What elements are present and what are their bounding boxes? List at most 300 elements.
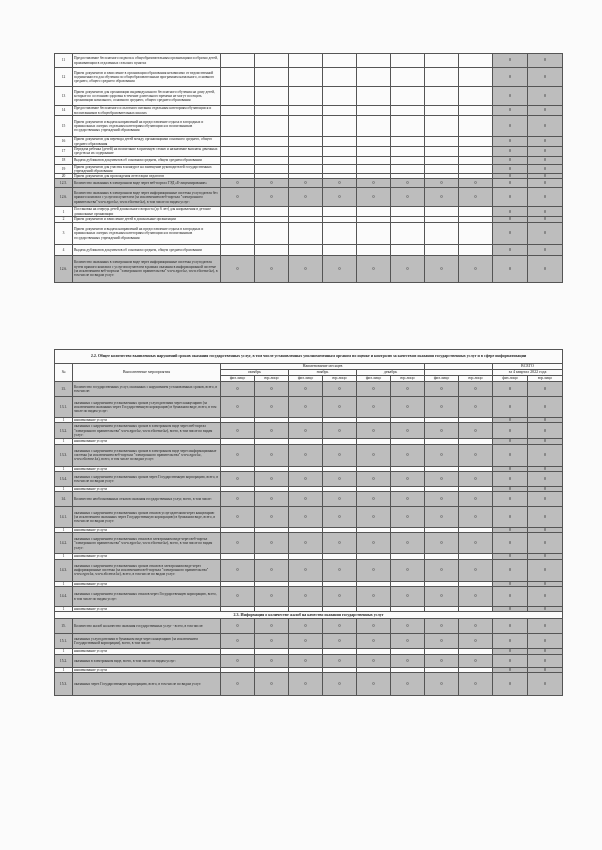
value-cell (391, 156, 425, 164)
value-cell: 0 (493, 439, 528, 444)
value-cell: 0 (391, 382, 425, 397)
value-cell: 0 (493, 116, 528, 137)
value-cell: 0 (221, 619, 255, 634)
value-cell: 0 (459, 179, 493, 188)
value-cell: 0 (528, 54, 563, 68)
row-number: 16 (55, 137, 73, 147)
value-cell: 0 (493, 87, 528, 106)
row-number: 13.4. (55, 471, 73, 486)
value-cell: 0 (357, 444, 391, 466)
value-cell: 0 (255, 179, 289, 188)
row-number: 1 (55, 207, 73, 217)
value-cell: 0 (528, 423, 563, 439)
value-cell: 0 (493, 528, 528, 533)
value-cell: 0 (323, 507, 357, 528)
value-cell: 0 (459, 587, 493, 607)
value-cell (255, 245, 289, 256)
row-number: 1 (55, 528, 73, 533)
value-cell (221, 54, 255, 68)
value-cell: 0 (528, 587, 563, 607)
row-number: 13.2. (55, 423, 73, 439)
value-cell: 0 (255, 471, 289, 486)
value-cell (357, 87, 391, 106)
value-cell (357, 106, 391, 116)
value-cell: 0 (493, 174, 528, 179)
value-cell: 0 (459, 382, 493, 397)
value-cell: 0 (493, 507, 528, 528)
value-cell (289, 223, 323, 245)
row-number: 1 (55, 418, 73, 423)
value-cell: 0 (493, 137, 528, 147)
value-cell: 0 (221, 507, 255, 528)
value-cell: 0 (357, 188, 391, 207)
value-cell: 0 (357, 423, 391, 439)
row-text: Предоставление бесплатного подвоза к общеобразовательным организациям и обратно детей, проживающим в отдаленных сельских пунктах (73, 54, 221, 68)
row-number: 11 (55, 54, 73, 68)
row-number: 15.1. (55, 634, 73, 649)
value-cell (459, 87, 493, 106)
value-cell (289, 207, 323, 217)
value-cell (221, 223, 255, 245)
row-number: 14. (55, 492, 73, 507)
value-cell (323, 87, 357, 106)
value-cell (391, 137, 425, 147)
value-cell: 0 (528, 179, 563, 188)
value-cell: 0 (255, 533, 289, 554)
value-cell: 0 (493, 607, 528, 612)
row-text: наименование услуги (73, 607, 221, 612)
row-number: 15.3. (55, 672, 73, 695)
row-text: наименование услуги (73, 418, 221, 423)
value-cell: 0 (425, 188, 459, 207)
row-text: наименование услуги (73, 486, 221, 491)
value-cell: 0 (425, 533, 459, 554)
header-month-oct: октябрь (221, 370, 289, 376)
value-cell: 0 (391, 654, 425, 667)
row-number: 1 (55, 649, 73, 654)
value-cell: 0 (493, 382, 528, 397)
value-cell: 0 (323, 444, 357, 466)
value-cell: 0 (425, 423, 459, 439)
table-row (55, 106, 563, 116)
table-row (55, 68, 563, 87)
value-cell: 0 (255, 654, 289, 667)
value-cell (221, 137, 255, 147)
value-cell: 0 (391, 619, 425, 634)
value-cell: 0 (425, 382, 459, 397)
value-cell: 0 (357, 619, 391, 634)
table-row (55, 87, 563, 106)
value-cell: 0 (493, 207, 528, 217)
header-jur: юр.лицо (528, 376, 563, 382)
value-cell: 0 (221, 533, 255, 554)
row-number: 2 (55, 217, 73, 223)
value-cell: 0 (528, 164, 563, 174)
value-cell: 0 (289, 634, 323, 649)
row-number: 1 (55, 486, 73, 491)
value-cell: 0 (323, 382, 357, 397)
header-total-sub: за 4 квартал 2022 года (493, 370, 563, 376)
row-text: Прием документов для участия в конкурсе на замещение руководителей государственных учреждений образования (73, 164, 221, 174)
value-cell (425, 164, 459, 174)
row-number: 13.1. (55, 397, 73, 418)
value-cell: 0 (528, 554, 563, 559)
value-cell: 0 (323, 559, 357, 581)
value-cell: 0 (425, 634, 459, 649)
value-cell (289, 54, 323, 68)
value-cell (459, 116, 493, 137)
value-cell: 0 (289, 382, 323, 397)
row-text: Прием документов и зачисление детей в дошкольные организации (73, 217, 221, 223)
value-cell: 0 (493, 672, 528, 695)
value-cell: 0 (493, 217, 528, 223)
value-cell: 0 (493, 68, 528, 87)
table-row (55, 634, 563, 649)
value-cell: 0 (493, 667, 528, 672)
row-text: оказанных с нарушением установленных сроков через Государственную корпорацию, всего, в том числе по видам услуг: (73, 471, 221, 486)
value-cell: 0 (255, 634, 289, 649)
value-cell (391, 68, 425, 87)
table-row (55, 423, 563, 439)
row-text: Количество оказанных в электронном виде через веб-портал ГЭД «Е-лицензирование» (73, 179, 221, 188)
value-cell: 0 (528, 466, 563, 471)
value-cell: 0 (323, 471, 357, 486)
value-cell (391, 207, 425, 217)
row-text: Передача ребенка (детей) на воспитание в приемную семью и назначение выплаты денежных средств на их содержание (73, 147, 221, 157)
row-text: наименование услуги (73, 667, 221, 672)
value-cell: 0 (493, 486, 528, 491)
value-cell: 0 (357, 492, 391, 507)
header-jur: юр.лицо (459, 376, 493, 382)
value-cell (221, 156, 255, 164)
value-cell (289, 164, 323, 174)
value-cell (221, 245, 255, 256)
value-cell: 0 (528, 649, 563, 654)
value-cell: 0 (425, 397, 459, 418)
table-row (55, 137, 563, 147)
value-cell (425, 207, 459, 217)
table-row (55, 382, 563, 397)
value-cell: 0 (528, 507, 563, 528)
value-cell: 0 (493, 649, 528, 654)
header-activities: Выполненные мероприятия (73, 364, 221, 382)
value-cell (323, 116, 357, 137)
table-row (55, 533, 563, 554)
value-cell (255, 223, 289, 245)
value-cell: 0 (357, 507, 391, 528)
violations-table (54, 349, 563, 696)
value-cell: 0 (221, 492, 255, 507)
table-row (55, 507, 563, 528)
value-cell (391, 54, 425, 68)
row-text: оказанных в электронном виде, всего, в том числе по видам услуг: (73, 654, 221, 667)
table-row (55, 612, 563, 619)
row-text: Количество оказанных в электронном виде через информационные системы услугодателя путем прямого контакта с услугополучателем в рамках оказания в информационной системе (за исключением веб-портала "электронного правительства" www.egov.kz, www.elicense.kz), в том числе по видам услуг: (73, 256, 221, 283)
value-cell: 0 (528, 156, 563, 164)
value-cell: 0 (459, 533, 493, 554)
value-cell (357, 245, 391, 256)
value-cell: 0 (528, 619, 563, 634)
row-text: оказанных с нарушением установленных сроков отказов услугодателями через канцелярию (за исключением оказанных через Государственную корпорацию) в бумажном виде, всего, в том числе по видам услуг: (73, 507, 221, 528)
row-number: 17 (55, 147, 73, 157)
value-cell (323, 164, 357, 174)
value-cell: 0 (323, 423, 357, 439)
value-cell: 0 (255, 188, 289, 207)
table-row (55, 471, 563, 486)
value-cell (255, 116, 289, 137)
value-cell (289, 137, 323, 147)
value-cell: 0 (493, 418, 528, 423)
value-cell: 0 (255, 256, 289, 283)
row-text: Количество необоснованных отказов оказания государственных услуг, всего, в том числе: (73, 492, 221, 507)
value-cell: 0 (425, 492, 459, 507)
value-cell: 0 (459, 188, 493, 207)
value-cell: 0 (528, 444, 563, 466)
value-cell: 0 (493, 156, 528, 164)
row-number: 15. (55, 619, 73, 634)
value-cell: 0 (255, 492, 289, 507)
header-num: № (55, 364, 73, 382)
value-cell: 0 (459, 423, 493, 439)
row-text: Количество жалоб на качество оказания государственных услуг - всего, в том числе: (73, 619, 221, 634)
value-cell (357, 137, 391, 147)
value-cell: 0 (221, 559, 255, 581)
value-cell: 0 (289, 587, 323, 607)
row-number: 18 (55, 156, 73, 164)
value-cell: 0 (493, 188, 528, 207)
value-cell: 0 (357, 634, 391, 649)
section-2-3-title: 2.3. Информация о количестве жалоб на качество оказания государственных услуг (55, 612, 563, 619)
row-number: 20 (55, 174, 73, 179)
value-cell: 0 (528, 207, 563, 217)
value-cell: 0 (493, 444, 528, 466)
value-cell: 0 (528, 607, 563, 612)
row-number: 1 (55, 439, 73, 444)
value-cell (391, 87, 425, 106)
value-cell: 0 (459, 559, 493, 581)
value-cell: 0 (255, 672, 289, 695)
row-number: 14.2. (55, 533, 73, 554)
value-cell: 0 (323, 587, 357, 607)
value-cell (289, 87, 323, 106)
row-number: 19 (55, 164, 73, 174)
value-cell: 0 (528, 672, 563, 695)
value-cell: 0 (289, 179, 323, 188)
row-number: 3 (55, 223, 73, 245)
table-row (55, 444, 563, 466)
value-cell: 0 (528, 439, 563, 444)
value-cell: 0 (391, 188, 425, 207)
value-cell (425, 147, 459, 157)
value-cell (323, 68, 357, 87)
value-cell (323, 54, 357, 68)
value-cell (255, 106, 289, 116)
value-cell: 0 (323, 654, 357, 667)
value-cell: 0 (493, 471, 528, 486)
value-cell (255, 156, 289, 164)
value-cell: 0 (255, 619, 289, 634)
row-number: 4 (55, 245, 73, 256)
value-cell: 0 (493, 533, 528, 554)
value-cell: 0 (528, 418, 563, 423)
value-cell: 0 (391, 559, 425, 581)
row-text: оказанных с нарушением установленных сроков в электронном виде через веб-портал "электронного правительства" www.egov.kz, www.elicense.kz), всего, в том числе по видам услуг: (73, 423, 221, 439)
value-cell: 0 (391, 444, 425, 466)
value-cell: 0 (221, 444, 255, 466)
row-number: 12 (55, 68, 73, 87)
value-cell: 0 (323, 619, 357, 634)
row-number: 13.3. (55, 444, 73, 466)
value-cell: 0 (459, 492, 493, 507)
value-cell: 0 (221, 423, 255, 439)
value-cell: 0 (323, 492, 357, 507)
value-cell: 0 (459, 672, 493, 695)
value-cell: 0 (528, 188, 563, 207)
value-cell: 0 (425, 507, 459, 528)
table-row (55, 654, 563, 667)
table-row (55, 672, 563, 695)
row-text: оказанных услугодателями в бумажном виде через канцелярию (за исключением Государственной корпорации), всего, в том числе: (73, 634, 221, 649)
value-cell: 0 (425, 619, 459, 634)
value-cell (255, 164, 289, 174)
value-cell (323, 147, 357, 157)
value-cell: 0 (493, 587, 528, 607)
value-cell (459, 106, 493, 116)
value-cell (289, 147, 323, 157)
table-row (55, 188, 563, 207)
value-cell (323, 137, 357, 147)
value-cell: 0 (425, 587, 459, 607)
row-number: 1 (55, 554, 73, 559)
table-row (55, 245, 563, 256)
value-cell: 0 (493, 654, 528, 667)
value-cell (425, 87, 459, 106)
value-cell: 0 (528, 217, 563, 223)
value-cell (289, 68, 323, 87)
value-cell: 0 (221, 179, 255, 188)
value-cell: 0 (425, 256, 459, 283)
value-cell: 0 (493, 147, 528, 157)
value-cell (221, 116, 255, 137)
value-cell: 0 (289, 423, 323, 439)
value-cell: 0 (493, 256, 528, 283)
row-text: оказанных с нарушением установленных сроков услугодателями через канцелярию (за исключением оказанных через Государственную корпорацию) в бумажном виде, всего, в том числе по видам услуг: (73, 397, 221, 418)
value-cell (459, 245, 493, 256)
value-cell: 0 (528, 528, 563, 533)
value-cell (323, 106, 357, 116)
value-cell: 0 (528, 382, 563, 397)
value-cell (221, 147, 255, 157)
value-cell: 0 (323, 397, 357, 418)
value-cell: 0 (357, 533, 391, 554)
value-cell (323, 207, 357, 217)
table-row (55, 559, 563, 581)
value-cell (357, 68, 391, 87)
value-cell: 0 (528, 116, 563, 137)
value-cell: 0 (459, 444, 493, 466)
value-cell (391, 223, 425, 245)
value-cell: 0 (357, 672, 391, 695)
value-cell: 0 (357, 397, 391, 418)
value-cell: 0 (493, 179, 528, 188)
row-number: 1 (55, 466, 73, 471)
value-cell (357, 223, 391, 245)
value-cell: 0 (221, 471, 255, 486)
value-cell: 0 (357, 471, 391, 486)
row-text: Постановка на очередь детей дошкольного возраста (до 6 лет) для направления в детские дошкольные организации (73, 207, 221, 217)
value-cell (459, 164, 493, 174)
value-cell: 0 (425, 654, 459, 667)
value-cell (221, 68, 255, 87)
value-cell: 0 (391, 423, 425, 439)
value-cell: 0 (528, 486, 563, 491)
row-number: 1 (55, 607, 73, 612)
value-cell: 0 (221, 256, 255, 283)
value-cell (391, 245, 425, 256)
value-cell: 0 (221, 382, 255, 397)
value-cell: 0 (255, 397, 289, 418)
value-cell (357, 207, 391, 217)
value-cell: 0 (255, 507, 289, 528)
value-cell: 0 (528, 68, 563, 87)
value-cell: 0 (323, 179, 357, 188)
value-cell: 0 (357, 382, 391, 397)
value-cell (323, 223, 357, 245)
row-text: оказанных с нарушением установленных сроков отказов в электронном виде через информационные системы (за исключением веб-портала "электронного правительства" www.egov.kz, www.elicense.kz), всего, в том числе по видам услуг: (73, 559, 221, 581)
row-text: оказанных с нарушением установленных сроков в электронном виде через информационные системы (за исключением веб-портала "электронного правительства" www.egov.kz, www.elicense.kz), всего, в том числе по видам услуг: (73, 444, 221, 466)
value-cell: 0 (425, 559, 459, 581)
row-text: наименование услуги (73, 439, 221, 444)
row-text: Прием документов и зачисление в организации образования независимо от ведомственной подчиненности для обучения по общеобразовательным программам начального, основного среднего, общего среднего образования (73, 68, 221, 87)
value-cell: 0 (528, 667, 563, 672)
value-cell (425, 156, 459, 164)
value-cell (357, 164, 391, 174)
row-number: 13 (55, 87, 73, 106)
value-cell: 0 (221, 587, 255, 607)
row-text: Выдача дубликатов документов об основном среднем, общем среднем образовании (73, 245, 221, 256)
value-cell: 0 (493, 245, 528, 256)
header-period-label: Наименование месяцев (221, 364, 425, 370)
value-cell: 0 (528, 223, 563, 245)
value-cell: 0 (528, 533, 563, 554)
value-cell (459, 54, 493, 68)
value-cell: 0 (425, 471, 459, 486)
row-text: Выдача дубликатов документов об основном среднем, общем среднем образовании (73, 156, 221, 164)
value-cell: 0 (459, 619, 493, 634)
value-cell (221, 207, 255, 217)
row-number: 12.6. (55, 188, 73, 207)
row-number: 14.3. (55, 559, 73, 581)
row-number: 12.6. (55, 256, 73, 283)
value-cell: 0 (391, 507, 425, 528)
value-cell: 0 (391, 471, 425, 486)
value-cell (459, 207, 493, 217)
value-cell: 0 (425, 444, 459, 466)
value-cell: 0 (493, 164, 528, 174)
value-cell: 0 (528, 559, 563, 581)
value-cell: 0 (528, 174, 563, 179)
value-cell (323, 245, 357, 256)
value-cell: 0 (493, 423, 528, 439)
value-cell: 0 (493, 466, 528, 471)
header-month-nov: ноябрь (289, 370, 357, 376)
value-cell: 0 (391, 179, 425, 188)
row-number: 14.1. (55, 507, 73, 528)
value-cell (289, 245, 323, 256)
value-cell: 0 (493, 492, 528, 507)
value-cell (459, 223, 493, 245)
table-row (55, 54, 563, 68)
